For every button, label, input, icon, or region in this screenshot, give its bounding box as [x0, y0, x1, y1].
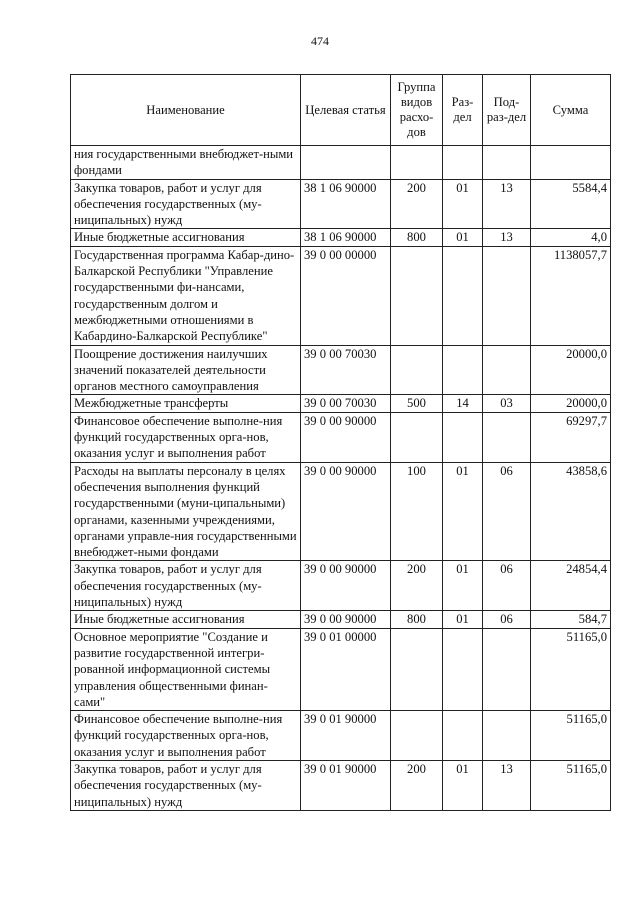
row-group: 500	[391, 395, 443, 412]
row-name: Закупка товаров, работ и услуг для обеспечения государственных (му-ниципальных) нужд	[71, 179, 301, 229]
row-name: Расходы на выплаты персоналу в целях обеспечения выполнения функций государственными (муни-ципальными) органами, казенными учреждениями, органами управле-ния государственными внебюджет-ными фондами	[71, 462, 301, 561]
row-subsection: 13	[483, 760, 531, 810]
header-sum: Сумма	[531, 75, 611, 146]
table-row	[71, 412, 611, 462]
row-sum: 51165,0	[531, 711, 611, 761]
row-subsection	[483, 628, 531, 710]
header-subsection: Под-раз-дел	[483, 75, 531, 146]
table-row	[71, 561, 611, 611]
row-subsection: 03	[483, 395, 531, 412]
row-subsection	[483, 412, 531, 462]
row-sum: 584,7	[531, 611, 611, 628]
row-group	[391, 345, 443, 395]
header-target-article: Целевая статья	[301, 75, 391, 146]
row-target: 38 1 06 90000	[301, 179, 391, 229]
row-name: Межбюджетные трансферты	[71, 395, 301, 412]
row-name: Поощрение достижения наилучших значений показателей деятельности органов местного самоуправления	[71, 345, 301, 395]
row-section: 01	[443, 229, 483, 246]
row-sum: 20000,0	[531, 395, 611, 412]
row-name: Государственная программа Кабар-дино-Балкарской Республики "Управление государственными фи-нансами, государственным долгом и межбюджетными отношениями в Кабардино-Балкарской Республике"	[71, 246, 301, 345]
table-row	[71, 146, 611, 180]
table-header-row	[71, 75, 611, 146]
row-name: Финансовое обеспечение выполне-ния функций государственных орга-нов, оказания услуг и выполнения работ	[71, 412, 301, 462]
page-number: 474	[311, 34, 329, 48]
row-target: 39 0 00 70030	[301, 345, 391, 395]
row-subsection	[483, 246, 531, 345]
row-group: 800	[391, 611, 443, 628]
row-group	[391, 412, 443, 462]
row-subsection: 13	[483, 229, 531, 246]
row-section	[443, 246, 483, 345]
row-name: Основное мероприятие "Создание и развитие государственной интегри-рованной информационной системы управления общественными финан-сами"	[71, 628, 301, 710]
row-sum: 24854,4	[531, 561, 611, 611]
row-group	[391, 711, 443, 761]
row-sum: 51165,0	[531, 760, 611, 810]
row-sum: 5584,4	[531, 179, 611, 229]
row-section: 14	[443, 395, 483, 412]
row-subsection	[483, 711, 531, 761]
row-section	[443, 711, 483, 761]
row-section: 01	[443, 760, 483, 810]
row-subsection	[483, 345, 531, 395]
header-name: Наименование	[71, 75, 301, 146]
row-name: Закупка товаров, работ и услуг для обеспечения государственных (му-ниципальных) нужд	[71, 760, 301, 810]
row-subsection: 06	[483, 462, 531, 561]
row-name: ния государственными внебюджет-ными фондами	[71, 146, 301, 180]
table-row	[71, 229, 611, 246]
row-subsection	[483, 146, 531, 180]
row-target: 38 1 06 90000	[301, 229, 391, 246]
row-group	[391, 246, 443, 345]
row-subsection: 06	[483, 611, 531, 628]
row-target: 39 0 00 70030	[301, 395, 391, 412]
row-group: 200	[391, 760, 443, 810]
row-target: 39 0 00 00000	[301, 246, 391, 345]
budget-table	[70, 74, 611, 811]
row-group	[391, 628, 443, 710]
row-subsection: 13	[483, 179, 531, 229]
row-section: 01	[443, 179, 483, 229]
row-target: 39 0 01 90000	[301, 711, 391, 761]
row-section: 01	[443, 462, 483, 561]
row-name: Иные бюджетные ассигнования	[71, 611, 301, 628]
row-section	[443, 146, 483, 180]
row-sum: 51165,0	[531, 628, 611, 710]
row-group	[391, 146, 443, 180]
table-row	[71, 179, 611, 229]
table-row	[71, 462, 611, 561]
row-section	[443, 628, 483, 710]
row-target: 39 0 00 90000	[301, 462, 391, 561]
table-row	[71, 711, 611, 761]
row-name: Закупка товаров, работ и услуг для обеспечения государственных (му-ниципальных) нужд	[71, 561, 301, 611]
row-section: 01	[443, 561, 483, 611]
row-group: 200	[391, 561, 443, 611]
row-target: 39 0 00 90000	[301, 561, 391, 611]
row-sum	[531, 146, 611, 180]
table-row	[71, 760, 611, 810]
row-sum: 4,0	[531, 229, 611, 246]
table-row	[71, 246, 611, 345]
row-section	[443, 412, 483, 462]
row-sum: 43858,6	[531, 462, 611, 561]
row-target: 39 0 01 90000	[301, 760, 391, 810]
table-row	[71, 611, 611, 628]
row-section	[443, 345, 483, 395]
table-row	[71, 345, 611, 395]
row-target: 39 0 00 90000	[301, 611, 391, 628]
row-group: 800	[391, 229, 443, 246]
row-target	[301, 146, 391, 180]
row-sum: 69297,7	[531, 412, 611, 462]
row-name: Финансовое обеспечение выполне-ния функций государственных орга-нов, оказания услуг и выполнения работ	[71, 711, 301, 761]
row-sum: 20000,0	[531, 345, 611, 395]
table-row	[71, 628, 611, 710]
row-group: 200	[391, 179, 443, 229]
row-target: 39 0 00 90000	[301, 412, 391, 462]
row-name: Иные бюджетные ассигнования	[71, 229, 301, 246]
header-section: Раз-дел	[443, 75, 483, 146]
row-group: 100	[391, 462, 443, 561]
row-target: 39 0 01 00000	[301, 628, 391, 710]
header-expense-group: Группа видов расхо-дов	[391, 75, 443, 146]
row-subsection: 06	[483, 561, 531, 611]
table-row	[71, 395, 611, 412]
row-sum: 1138057,7	[531, 246, 611, 345]
row-section: 01	[443, 611, 483, 628]
